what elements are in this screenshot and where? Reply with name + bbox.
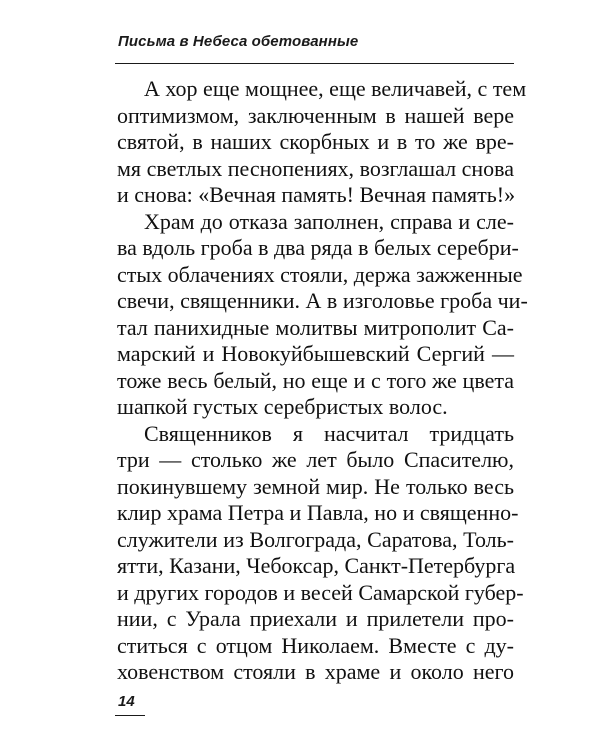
text-line: и снова: «Вечная память! Вечная память!» xyxy=(117,182,516,207)
text-line: нии, с Урала приехали и прилетели про- xyxy=(117,606,514,631)
text-line: три — столько же лет было Спасителю, xyxy=(117,447,514,472)
text-line: Священников я насчитал тридцать xyxy=(144,420,514,446)
text-line: свечи, священники. А в изголовье гроба чи- xyxy=(117,288,528,313)
text-line: ститься с отцом Николаем. Вместе с ду- xyxy=(117,632,514,658)
header-rule xyxy=(115,63,514,64)
text-line: служители из Волгограда, Саратова, Толь- xyxy=(117,526,514,552)
text-line: мя светлых песнопениях, возглашал снова xyxy=(117,155,514,181)
page-number: 14 xyxy=(118,693,135,710)
text-line: и других городов и весей Самарской губер- xyxy=(117,579,524,605)
text-line: клир храма Петра и Павла, но и священно- xyxy=(117,500,519,525)
text-line: оптимизмом, заключенным в нашей вере xyxy=(117,102,514,128)
text-line: тоже весь белый, но еще и с того же цвета xyxy=(117,367,514,393)
text-line: ва вдоль гроба в два ряда в белых серебри- xyxy=(117,235,519,260)
text-line: А хор еще мощнее, еще величавей, с тем xyxy=(144,76,527,101)
text-line: покинувшему земной мир. Не только весь xyxy=(117,473,514,499)
text-line: ятти, Казани, Чебоксар, Санкт-Петербурга xyxy=(117,553,516,578)
text-line: марский и Новокуйбышевский Сергий — xyxy=(117,341,514,366)
footer-rule xyxy=(115,715,145,716)
text-line: стых облачениях стояли, держа зажженные xyxy=(117,261,523,287)
text-line: шапкой густых серебристых волос. xyxy=(117,394,448,419)
text-line: Храм до отказа заполнен, справа и сле- xyxy=(144,208,514,234)
text-line: тал панихидные молитвы митрополит Са- xyxy=(117,314,514,340)
body-text xyxy=(117,76,528,686)
text-line: ховенством стояли в храме и около него xyxy=(117,659,514,684)
text-line: святой, в наших скорбных и в то же вре- xyxy=(117,129,514,154)
running-head-title: Письма в Небеса обетованные xyxy=(118,33,359,50)
